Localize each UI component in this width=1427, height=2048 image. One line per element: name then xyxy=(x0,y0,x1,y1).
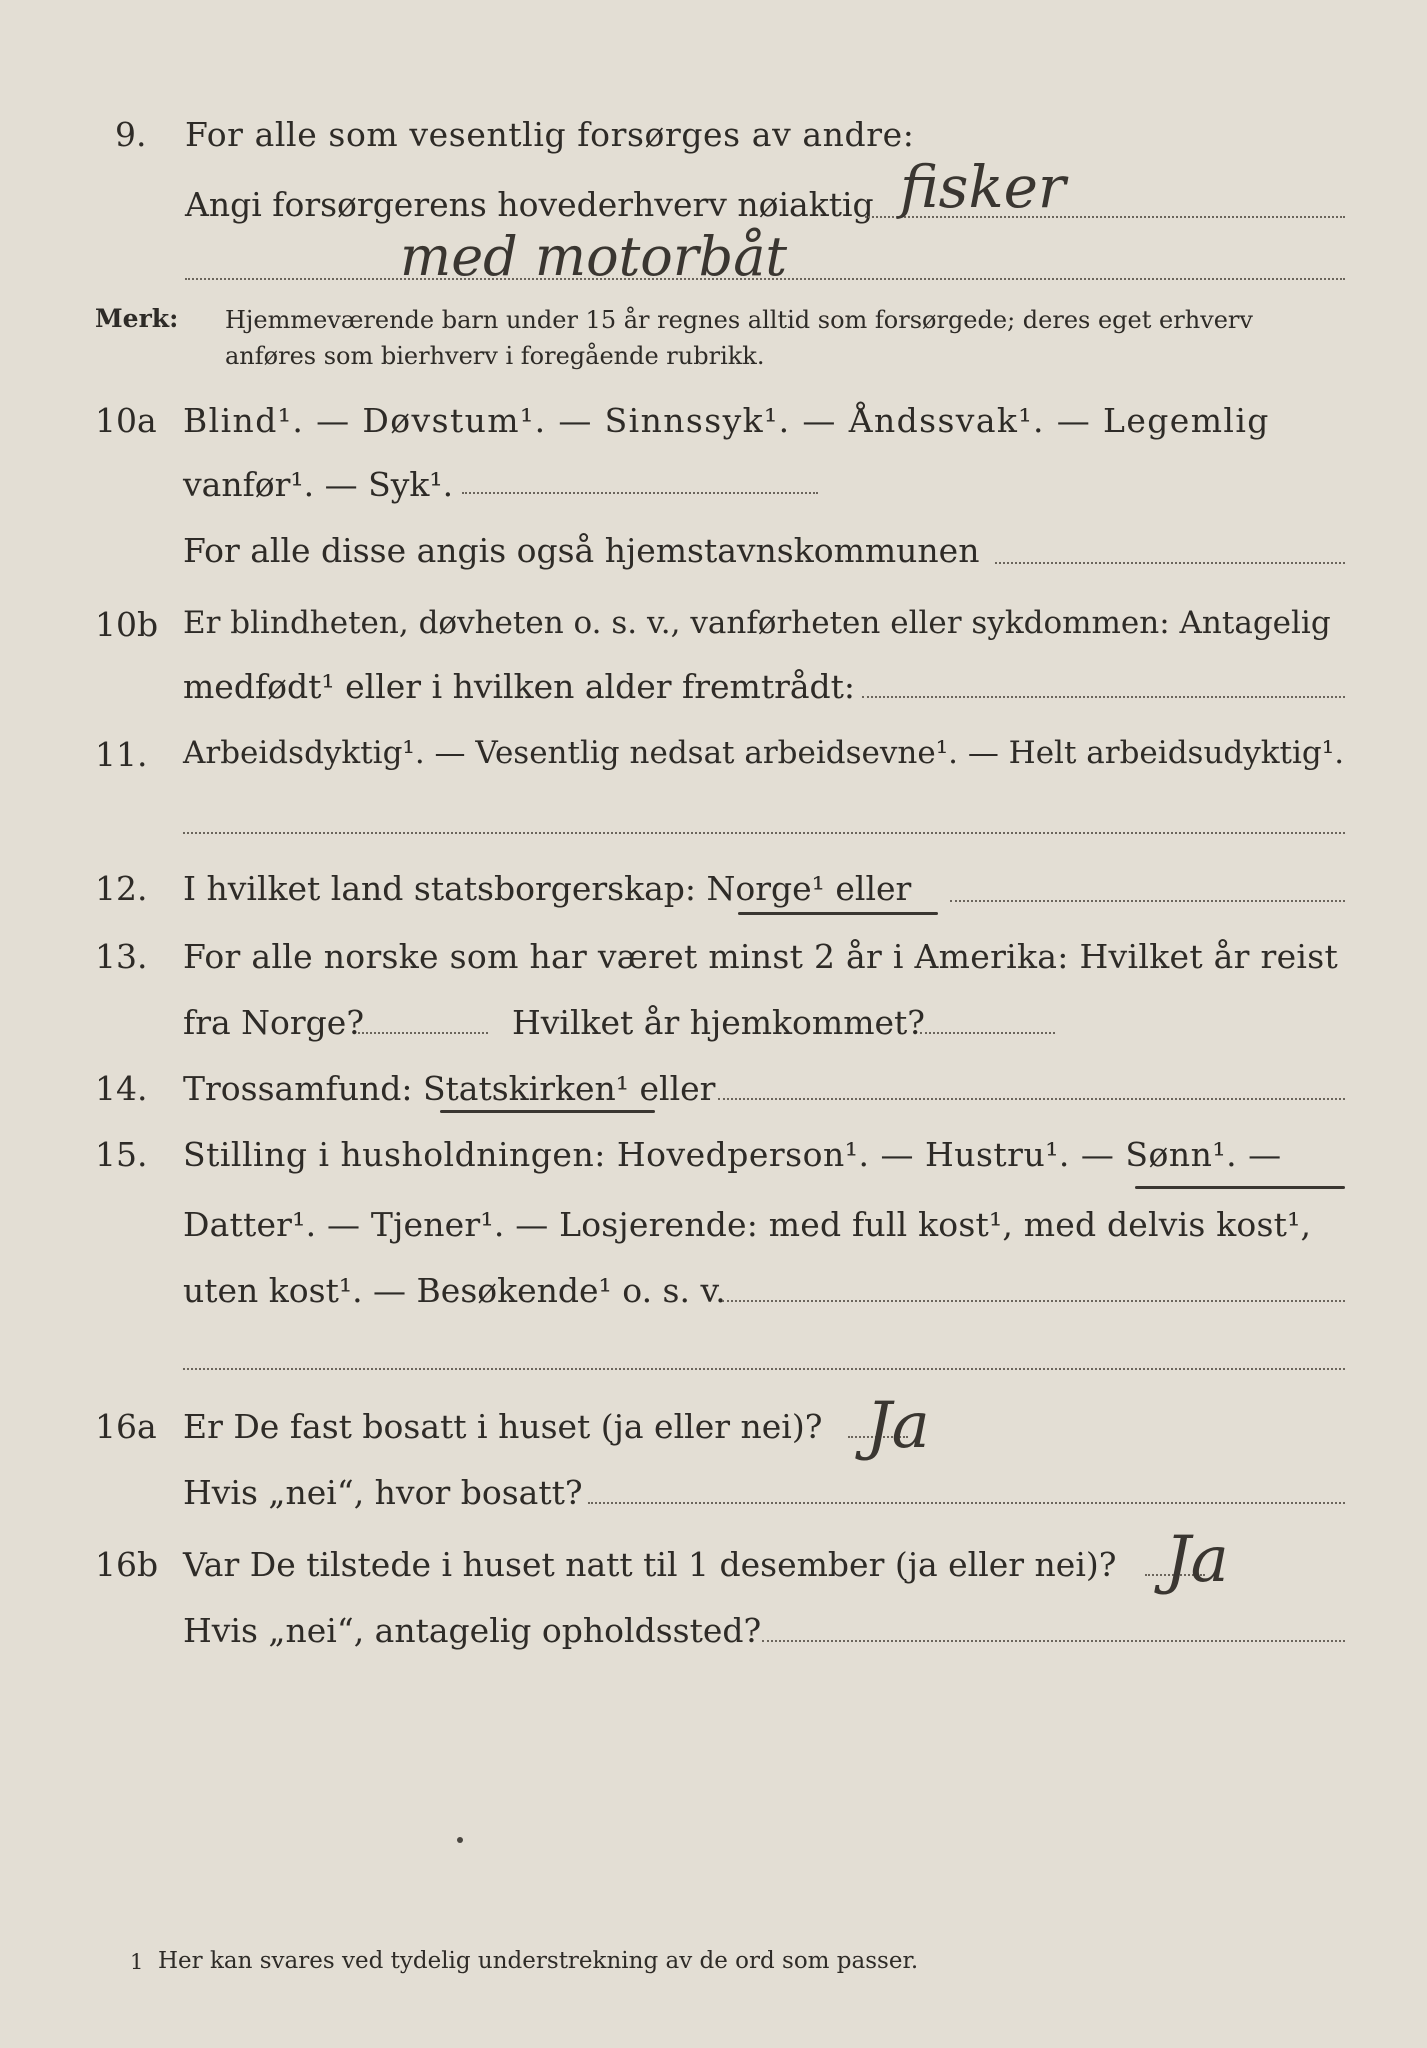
q14-number: 14. xyxy=(95,1069,148,1108)
merk-line1: Hjemmeværende barn under 15 år regnes alltid som forsørgede; deres eget erhverv xyxy=(225,306,1253,334)
q10a-kommune-answer-line xyxy=(995,562,1345,564)
q12-line1: I hvilket land statsborgerskap: Norge¹ eller xyxy=(183,869,912,908)
ink-speck xyxy=(457,1837,463,1843)
q10a-line2: vanfør¹. — Syk¹. xyxy=(183,465,454,504)
q10b-answer-line xyxy=(862,696,1345,698)
q10a-line3: For alle disse angis også hjemstavnskommunen xyxy=(183,531,980,570)
q10a-line1: Blind¹. — Døvstum¹. — Sinnssyk¹. — Åndssvak¹. — Legemlig xyxy=(183,401,1270,440)
q13-line2b: Hvilket år hjemkommet? xyxy=(512,1003,925,1042)
q13-reist-answer-line xyxy=(358,1032,488,1034)
q15-answer-line xyxy=(722,1300,1345,1302)
q15-line1: Stilling i husholdningen: Hovedperson¹. — Hustru¹. — Sønn¹. — xyxy=(183,1135,1282,1174)
q9-line2: Angi forsørgerens hovederhverv nøiaktig xyxy=(185,185,874,224)
q14-statskirken-underline xyxy=(440,1110,655,1113)
q12-number: 12. xyxy=(95,869,148,908)
q15-number: 15. xyxy=(95,1135,148,1174)
q16b-opholdssted-answer-line xyxy=(762,1640,1345,1642)
footnote-text: Her kan svares ved tydelig understrekning av de ord som passer. xyxy=(158,1948,919,1974)
q10a-number: 10a xyxy=(95,401,157,440)
q16a-answer: Ja xyxy=(866,1389,930,1463)
footnote-mark: 1 xyxy=(130,1950,144,1974)
q15-sonn-underline xyxy=(1135,1186,1345,1189)
q10b-number: 10b xyxy=(95,605,159,644)
q15-line3: uten kost¹. — Besøkende¹ o. s. v. xyxy=(183,1271,726,1310)
q9-number: 9. xyxy=(115,115,147,154)
q10a-syk-answer-line xyxy=(462,492,818,494)
q16b-answer: Ja xyxy=(1165,1523,1229,1597)
q16a-line2: Hvis „nei“, hvor bosatt? xyxy=(183,1473,583,1512)
q16a-line1: Er De fast bosatt i huset (ja eller nei)? xyxy=(183,1407,823,1446)
merk-line2: anføres som bierhverv i foregående rubrikk. xyxy=(225,342,765,370)
q9-answer-fisker: fisker xyxy=(900,153,1066,221)
q15-line2: Datter¹. — Tjener¹. — Losjerende: med full kost¹, med delvis kost¹, xyxy=(183,1205,1312,1244)
q10b-line2: medfødt¹ eller i hvilken alder fremtrådt: xyxy=(183,667,856,706)
q10b-line1: Er blindheten, døvheten o. s. v., vanførheten eller sykdommen: Antagelig xyxy=(183,605,1331,641)
q13-line1: For alle norske som har været minst 2 år i Amerika: Hvilket år reist xyxy=(183,937,1339,976)
q16b-number: 16b xyxy=(95,1545,159,1584)
q13-line2a: fra Norge? xyxy=(183,1003,365,1042)
q11-answer-line xyxy=(183,832,1345,834)
merk-label: Merk: xyxy=(95,304,179,333)
q14-answer-line xyxy=(718,1098,1345,1100)
q14-line1: Trossamfund: Statskirken¹ eller xyxy=(183,1069,716,1108)
q12-answer-line xyxy=(950,900,1345,902)
q13-number: 13. xyxy=(95,937,148,976)
q9-line1: For alle som vesentlig forsørges av andre: xyxy=(185,115,915,154)
q16a-number: 16a xyxy=(95,1407,157,1446)
q16b-line2: Hvis „nei“, antagelig opholdssted? xyxy=(183,1611,762,1650)
q11-line1: Arbeidsdyktig¹. — Vesentlig nedsat arbeidsevne¹. — Helt arbeidsudyktig¹. xyxy=(183,735,1345,771)
q11-number: 11. xyxy=(95,735,148,774)
q16b-line1: Var De tilstede i huset natt til 1 desember (ja eller nei)? xyxy=(183,1545,1117,1584)
q16a-bosatt-answer-line xyxy=(588,1502,1345,1504)
q13-hjemkommet-answer-line xyxy=(920,1032,1055,1034)
q9-answer-motorbat: med motorbåt xyxy=(400,225,788,288)
q15-answer-line2 xyxy=(183,1368,1345,1370)
q12-norge-underline xyxy=(738,912,938,915)
